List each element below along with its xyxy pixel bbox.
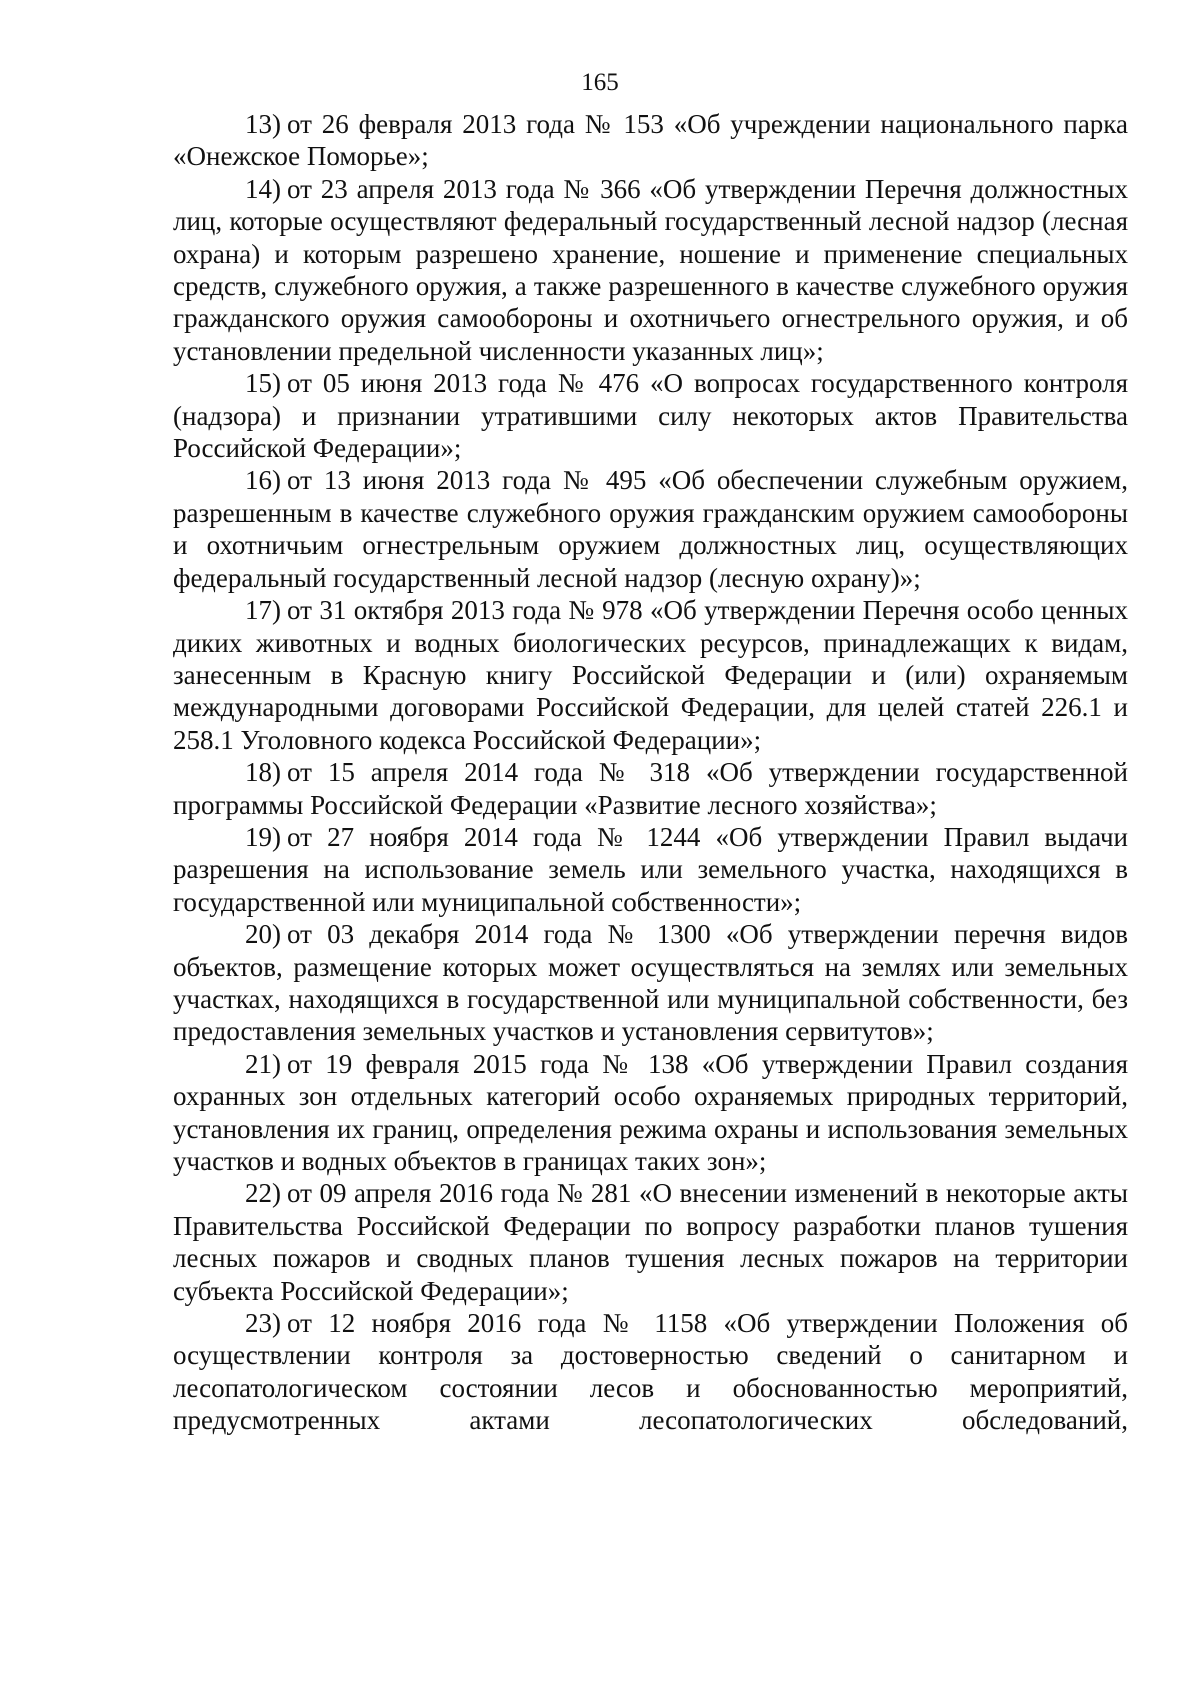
list-item: [173, 108, 1128, 173]
item-text: от 03 декабря 2014 года № 1300 «Об утверждении перечня видов объектов, размещение которых может осуществляться на землях или земельных участках, находящихся в государственной или муниципальной собственности, без предоставления земельных участков и установления сервитутов»;: [173, 919, 1128, 1047]
item-text: от 26 февраля 2013 года № 153 «Об учреждении национального парка «Онежское Поморье»;: [173, 109, 1128, 172]
item-text: от 13 июня 2013 года № 495 «Об обеспечении служебным оружием, разрешенным в качестве служебного оружия гражданским оружием самообороны и охотничьим огнестрельным оружием должностных лиц, осуществляющих федеральный государственный лесной надзор (лесную охрану)»;: [173, 465, 1128, 593]
item-number: 17): [245, 595, 281, 626]
item-text: от 23 апреля 2013 года № 366 «Об утверждении Перечня должностных лиц, которые осуществляют федеральный государственный лесной надзор (лесная охрана) и которым разрешено хранение, ношение и применение специальных средств, служебного оружия, а также разрешенного в качестве служебного оружия гражданского оружия самообороны и охотничьего огнестрельного оружия, и об установлении предельной численности указанных лиц»;: [173, 173, 1128, 366]
item-text: от 27 ноября 2014 года № 1244 «Об утверждении Правил выдачи разрешения на использование земель или земельного участка, находящихся в государственной или муниципальной собственности»;: [173, 821, 1128, 917]
list-item: [173, 918, 1128, 1048]
item-text: от 12 ноября 2016 года № 1158 «Об утверждении Положения об осуществлении контроля за достоверностью сведений о санитарном и лесопатологическом состоянии лесов и обоснованностью мероприятий, предусмотренных актами лесопатологических обследований,: [173, 1308, 1128, 1436]
item-text: от 15 апреля 2014 года № 318 «Об утверждении государственной программы Российской Федерации «Развитие лесного хозяйства»;: [173, 757, 1128, 820]
list-item: [173, 756, 1128, 821]
item-text: от 09 апреля 2016 года № 281 «О внесении изменений в некоторые акты Правительства Российской Федерации по вопросу разработки планов тушения лесных пожаров и сводных планов тушения лесных пожаров на территории субъекта Российской Федерации»;: [173, 1178, 1128, 1306]
list-item: [173, 1307, 1128, 1437]
item-text: от 31 октября 2013 года № 978 «Об утверждении Перечня особо ценных диких животных и водных биологических ресурсов, принадлежащих к видам, занесенным в Красную книгу Российской Федерации и (или) охраняемым международными договорами Российской Федерации, для целей статей 226.1 и 258.1 Уголовного кодекса Российской Федерации»;: [173, 595, 1128, 755]
item-text: от 19 февраля 2015 года № 138 «Об утверждении Правил создания охранных зон отдельных категорий особо охраняемых природных территорий, установления их границ, определения режима охраны и использования земельных участков и водных объектов в границах таких зон»;: [173, 1048, 1128, 1176]
item-number: 16): [245, 465, 281, 496]
list-item: [173, 594, 1128, 756]
item-number: 15): [245, 368, 281, 399]
list-item: [173, 173, 1128, 367]
item-number: 18): [245, 757, 281, 788]
item-number: 22): [245, 1178, 281, 1209]
list-item: [173, 464, 1128, 594]
page-number: 165: [581, 69, 619, 96]
list-item: [173, 821, 1128, 918]
item-number: 23): [245, 1308, 281, 1339]
item-number: 21): [245, 1048, 281, 1079]
list-item: [173, 1177, 1128, 1307]
document-body: [173, 108, 1128, 1437]
list-item: [173, 367, 1128, 464]
list-item: [173, 1048, 1128, 1178]
item-text: от 05 июня 2013 года № 476 «О вопросах государственного контроля (надзора) и признании утратившими силу некоторых актов Правительства Российской Федерации»;: [173, 368, 1128, 464]
item-number: 19): [245, 821, 281, 852]
item-number: 14): [245, 173, 281, 204]
item-number: 20): [245, 919, 281, 950]
item-number: 13): [245, 109, 281, 139]
